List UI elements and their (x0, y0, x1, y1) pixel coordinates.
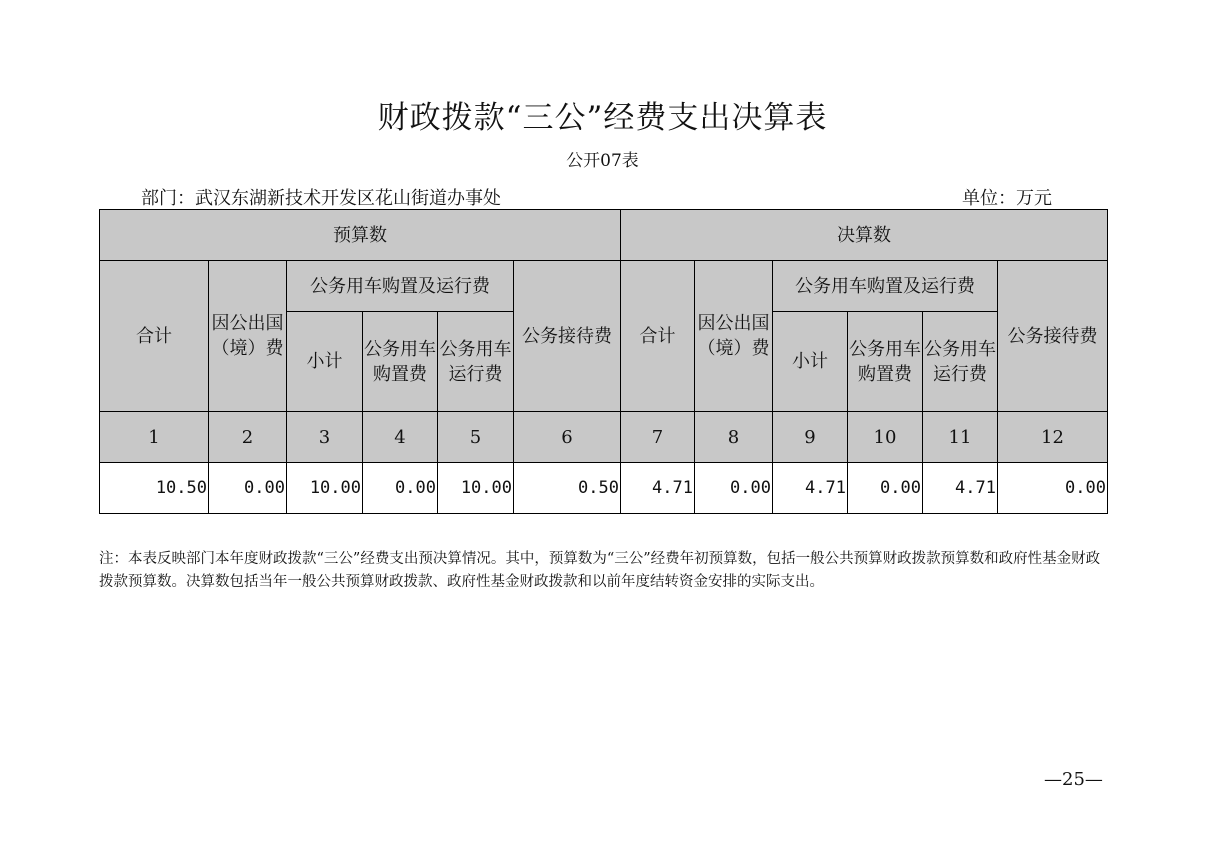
budget-vehicle-operation-header: 公务用车运行费 (438, 312, 514, 412)
final-abroad-value: 0.00 (695, 463, 773, 514)
budget-vehicle-header: 公务用车购置及运行费 (287, 261, 514, 312)
final-vehicle-subtotal-value: 4.71 (773, 463, 848, 514)
budget-vehicle-operation-value: 10.00 (438, 463, 514, 514)
column-number: 4 (363, 412, 438, 463)
final-abroad-header: 因公出国（境）费 (695, 261, 773, 412)
column-number: 2 (209, 412, 287, 463)
final-group-header: 决算数 (621, 210, 1108, 261)
budget-vehicle-purchase-value: 0.00 (363, 463, 438, 514)
final-total-value: 4.71 (621, 463, 695, 514)
budget-vehicle-subtotal-header: 小计 (287, 312, 363, 412)
budget-abroad-header: 因公出国（境）费 (209, 261, 287, 412)
final-vehicle-subtotal-header: 小计 (773, 312, 848, 412)
three-public-expenses-table (99, 209, 1108, 514)
budget-group-header: 预算数 (100, 210, 621, 261)
column-number: 5 (438, 412, 514, 463)
column-number: 9 (773, 412, 848, 463)
budget-reception-value: 0.50 (514, 463, 621, 514)
budget-vehicle-subtotal-value: 10.00 (287, 463, 363, 514)
budget-total-value: 10.50 (100, 463, 209, 514)
final-reception-value: 0.00 (998, 463, 1108, 514)
final-vehicle-header: 公务用车购置及运行费 (773, 261, 998, 312)
unit-label: 单位：万元 (962, 188, 1052, 209)
budget-reception-header: 公务接待费 (514, 261, 621, 412)
column-number: 3 (287, 412, 363, 463)
final-total-header: 合计 (621, 261, 695, 412)
department-label: 部门：武汉东湖新技术开发区花山街道办事处 (141, 188, 501, 209)
table-code: 公开07表 (566, 151, 639, 171)
budget-abroad-value: 0.00 (209, 463, 287, 514)
final-reception-header: 公务接待费 (998, 261, 1108, 412)
budget-vehicle-purchase-header: 公务用车购置费 (363, 312, 438, 412)
column-number: 12 (998, 412, 1108, 463)
column-number: 1 (100, 412, 209, 463)
column-number: 6 (514, 412, 621, 463)
footnote: 注：本表反映部门本年度财政拨款“三公”经费支出预决算情况。其中，预算数为“三公”经费年初预算数，包括一般公共预算财政拨款预算数和政府性基金财政拨款预算数。决算数包括当年一般公共预算财政拨款、政府性基金财政拨款和以前年度结转资金安排的实际支出。 (99, 551, 1101, 590)
column-number: 10 (848, 412, 923, 463)
column-number: 11 (923, 412, 998, 463)
final-vehicle-operation-header: 公务用车运行费 (923, 312, 998, 412)
budget-total-header: 合计 (100, 261, 209, 412)
final-vehicle-purchase-value: 0.00 (848, 463, 923, 514)
column-number: 8 (695, 412, 773, 463)
final-vehicle-purchase-header: 公务用车购置费 (848, 312, 923, 412)
page-number: —25— (1044, 769, 1103, 790)
column-number: 7 (621, 412, 695, 463)
page-title: 财政拨款“三公”经费支出决算表 (377, 100, 828, 136)
table-row (100, 463, 1108, 514)
final-vehicle-operation-value: 4.71 (923, 463, 998, 514)
